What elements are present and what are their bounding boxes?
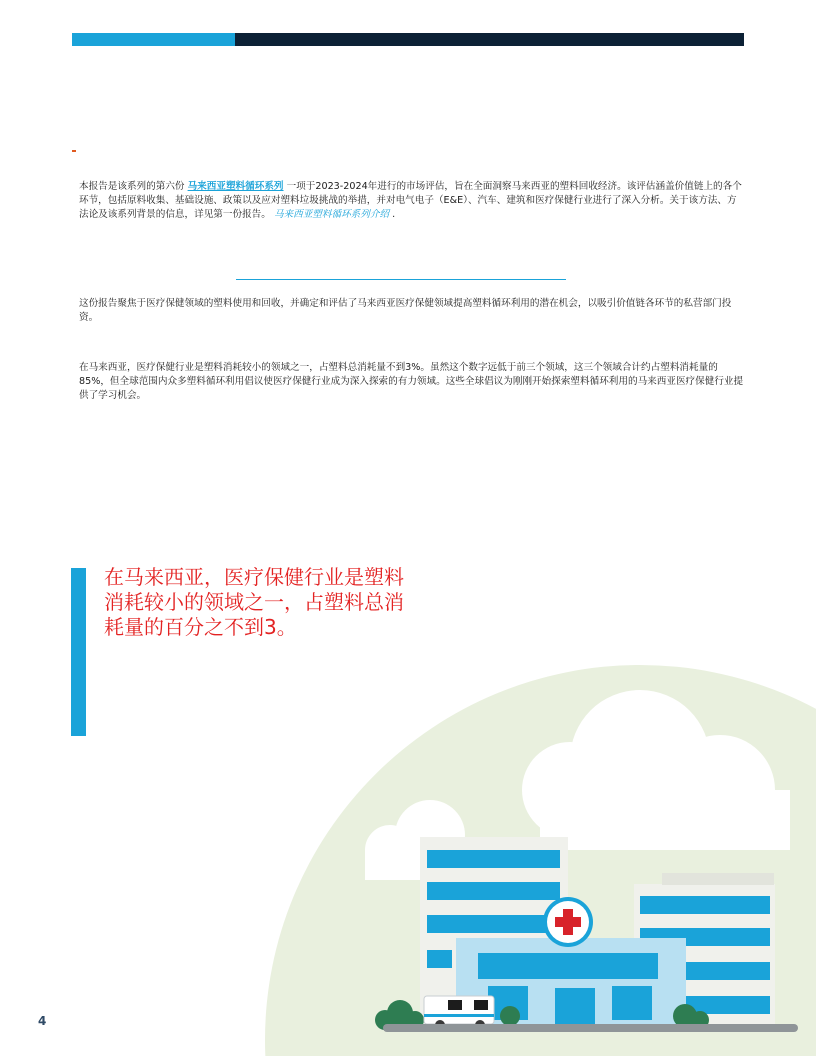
entrance-door	[555, 988, 595, 1026]
intro-text-2: 一项于2023-2024年进行的市场评估，旨在全面洞察马来西亚的塑料回收经济。该评估涵盖价值链上的各个环节，包括原料收集、基础设施、政策以及应对塑料垃圾挑战的举措，并对电气电子（E&E）、汽车、建筑和医疗保健行业进行了深入分析。关于该方法、方法论及该系列背景的信息，详见第一份报告。	[79, 181, 742, 220]
focus-paragraph: 这份报告聚焦于医疗保健领域的塑料使用和回收，并确定和评估了马来西亚医疗保健领域提高塑料循环利用的潜在机会，以吸引价值链各环节的私营部门投资。	[79, 298, 732, 323]
intro-text-1: 本报告是该系列的第六份	[79, 181, 185, 192]
series-intro-link[interactable]: 马来西亚塑料循环系列介绍	[273, 209, 390, 220]
ground	[383, 1024, 798, 1032]
pull-quote: 在马来西亚，医疗保健行业是塑料消耗较小的领域之一，占塑料总消耗量的百分之不到3。	[104, 565, 404, 639]
page-number: 4	[38, 1014, 47, 1028]
context-paragraph: 在马来西亚，医疗保健行业是塑料消耗较小的领域之一，占塑料总消耗量不到3%。虽然这个数字远低于前三个领域，这三个领域合计约占塑料消耗量的85%，但全球范围内众多塑料循环利用倡议使医疗保健行业成为深入探索的有力领域。这些全球倡议为刚刚开始探索塑料循环利用的马来西亚医疗保健行业提供了学习机会。	[79, 362, 744, 401]
intro-text-end: .	[392, 209, 396, 220]
series-link[interactable]: 马来西亚塑料循环系列	[187, 181, 284, 192]
